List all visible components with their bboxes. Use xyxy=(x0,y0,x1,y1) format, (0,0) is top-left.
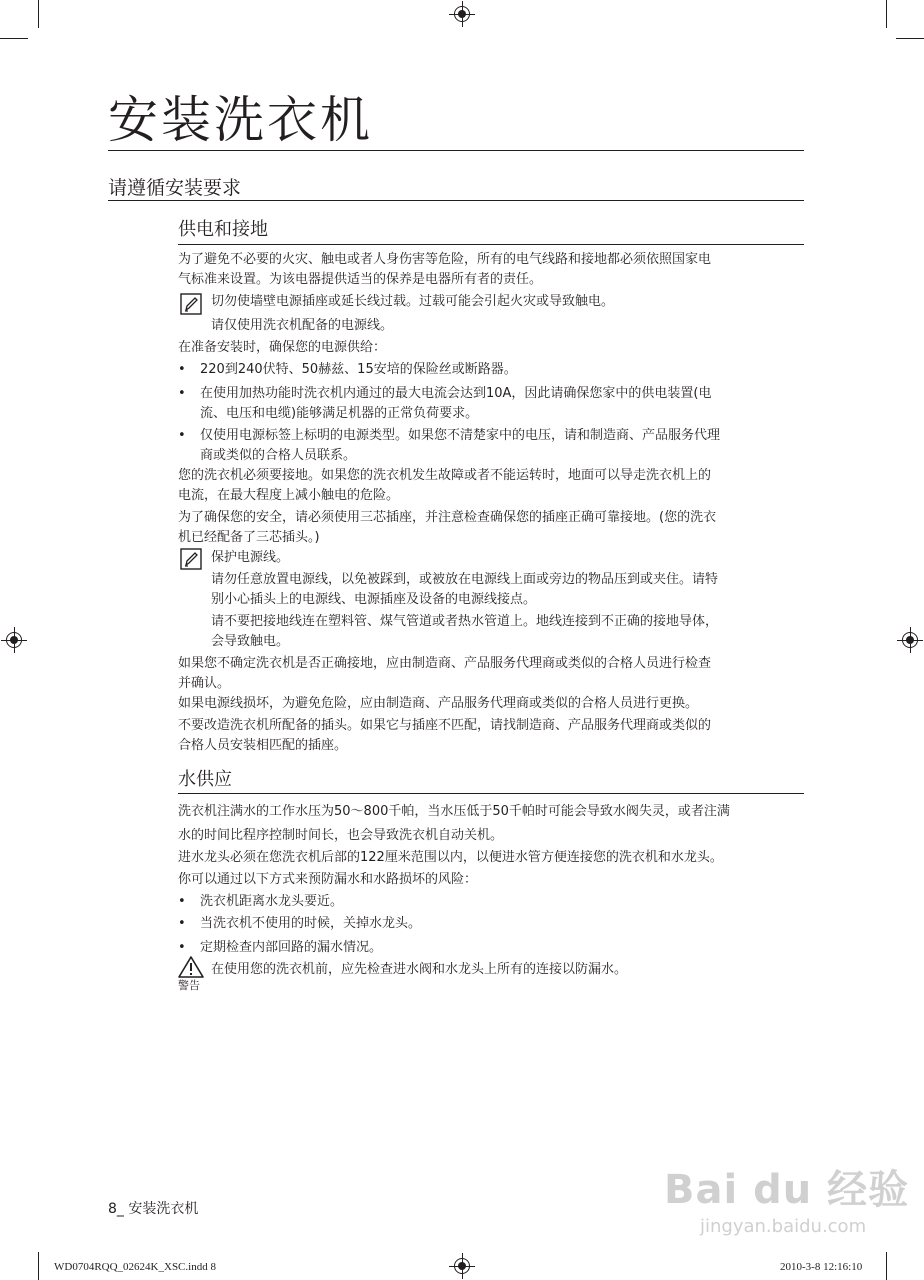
unsure-text: 如果您不确定洗衣机是否正确接地，应由制造商、产品服务代理商或类似的合格人员进行检查 并确认。 xyxy=(178,656,712,691)
warning-label: 警告 xyxy=(178,979,200,992)
list-item: • 仅使用电源标签上标明的电源类型。如果您不清楚家中的电压，请和制造商、产品服务代理 商或类似的合格人员联系。 xyxy=(178,428,721,463)
watermark-brand: Bai du 经验 xyxy=(664,1167,910,1213)
reduce-text: 你可以通过以下方式来预防漏水和水路损坏的风险： xyxy=(178,872,478,887)
note-overload: 切勿使墙壁电源插座或延长线过载。过载可能会引起火灾或导致触电。 xyxy=(211,294,615,309)
registration-mark-bottom xyxy=(454,1258,470,1274)
page-title: 安装洗衣机 xyxy=(108,91,373,149)
prep-text: 在准备安装时，确保您的电源供给： xyxy=(178,340,387,355)
list-item: • 220到240伏特、50赫兹、15安培的保险丝或断路器。 xyxy=(178,362,517,377)
note-icon xyxy=(180,548,202,570)
list-item: • 当洗衣机不使用的时候，关掉水龙头。 xyxy=(178,916,422,931)
page-footer: 8_ 安装洗衣机 xyxy=(108,1201,199,1217)
registration-mark-top xyxy=(454,6,470,22)
ground-text: 您的洗衣机必须要接地。如果您的洗衣机发生故障或者不能运转时，地面可以导走洗衣机上的 电流，在最大程度上减小触电的危险。 xyxy=(178,468,712,503)
print-slug-right: 2010-3-8 12:16:10 xyxy=(780,1261,863,1273)
plug-text: 不要改造洗衣机所配备的插头。如果它与插座不匹配，请找制造商、产品服务代理商或类似的 合格人员安装相匹配的插座。 xyxy=(178,718,712,753)
note-ground-wire: 请不要把接地线连在塑料管、煤气管道或者热水管道上。地线连接到不正确的接地导体， 会导致触电。 xyxy=(211,614,719,649)
power-heading: 供电和接地 xyxy=(178,219,268,240)
power-intro: 为了避免不必要的火灾、触电或者人身伤害等危险，所有的电气线路和接地都必须依照国家电 气标准来设置。为该电器提供适当的保养是电器所有者的责任。 xyxy=(178,252,712,287)
note-protect-cord: 保护电源线。 xyxy=(211,550,290,565)
registration-mark-left xyxy=(6,632,22,648)
water-heading: 水供应 xyxy=(178,769,232,790)
section-heading: 请遵循安装要求 xyxy=(108,177,242,199)
note-cord-placement: 请勿任意放置电源线，以免被踩到，或被放在电源线上面或旁边的物品压到或夹住。请特 别小心插头上的电源线、电源插座及设备的电源线接点。 xyxy=(211,572,719,607)
damaged-text: 如果电源线损坏，为避免危险，应由制造商、产品服务代理商或类似的合格人员进行更换。 xyxy=(178,696,699,711)
note-power-cord: 请仅使用洗衣机配备的电源线。 xyxy=(211,318,394,333)
warning-text: 在使用您的洗衣机前，应先检查进水阀和水龙头上所有的连接以防漏水。 xyxy=(211,962,628,977)
tap-text: 进水龙头必须在您洗衣机后部的122厘米范围以内，以便进水管方便连接您的洗衣机和水龙头。 xyxy=(178,850,723,865)
watermark-url: jingyan.baidu.com xyxy=(700,1216,867,1237)
note-icon xyxy=(180,293,202,315)
print-slug-left: WD0704RQQ_02624K_XSC.indd 8 xyxy=(54,1261,216,1273)
list-item: • 洗衣机距离水龙头要近。 xyxy=(178,894,344,909)
pressure-text: 洗衣机注满水的工作水压为50～800千帕，当水压低于50千帕时可能会导致水阀失灵，或者注满 水的时间比程序控制时间长，也会导致洗衣机自动关机。 xyxy=(178,804,730,843)
warning-icon xyxy=(178,956,204,978)
list-item: • 定期检查内部回路的漏水情况。 xyxy=(178,940,383,955)
safety-text: 为了确保您的安全，请必须使用三芯插座，并注意检查确保您的插座正确可靠接地。(您的洗衣 机已经配备了三芯插头。) xyxy=(178,510,717,545)
list-item: • 在使用加热功能时洗衣机内通过的最大电流会达到10A，因此请确保您家中的供电装置(电 流、电压和电缆)能够满足机器的正常负荷要求。 xyxy=(178,386,712,421)
registration-mark-right xyxy=(902,632,918,648)
